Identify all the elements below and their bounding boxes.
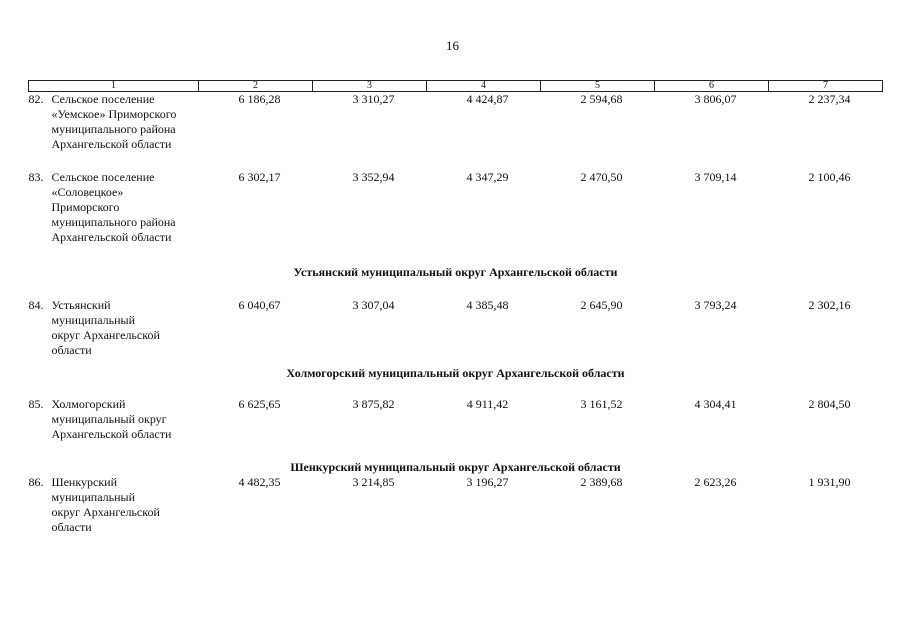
municipality-name-line: муниципальный [51, 490, 136, 504]
section-title: Холмогорский муниципальный округ Архангельской области [286, 366, 625, 380]
value-cell [199, 170, 313, 245]
value-text: 2 623,26 [694, 475, 737, 489]
municipality-name [52, 170, 199, 245]
municipality-name-line: округ Архангельской [51, 328, 160, 342]
value-text: 3 875,82 [352, 397, 395, 411]
table-row [29, 298, 883, 358]
header-cell: 4 [427, 81, 541, 92]
municipality-name-line: Приморского [51, 200, 120, 214]
row-index: 84. [28, 298, 44, 312]
municipality-name-line: округ Архангельской [51, 505, 160, 519]
municipality-name-line: Архангельской области [51, 230, 172, 244]
value-cell [427, 475, 541, 535]
municipality-name-line: Архангельской области [51, 427, 172, 441]
data-table [28, 80, 883, 535]
table-header [29, 81, 883, 92]
value-cell [541, 298, 655, 358]
municipality-name-block [29, 170, 199, 245]
municipality-cell [29, 397, 199, 442]
municipality-name-line: области [51, 343, 92, 357]
value-text: 3 310,27 [352, 92, 395, 106]
value-cell [655, 298, 769, 358]
value-cell [313, 397, 427, 442]
value-text: 3 214,85 [352, 475, 395, 489]
value-text: 3 161,52 [580, 397, 623, 411]
municipality-cell [29, 298, 199, 358]
row-spacer-cell [29, 152, 883, 170]
header-row [29, 81, 883, 92]
table-row [29, 397, 883, 442]
value-cell [427, 92, 541, 153]
section-row [29, 364, 883, 381]
value-cell [199, 475, 313, 535]
municipality-name-line: муниципального района [51, 122, 176, 136]
section-row [29, 458, 883, 475]
value-text: 2 302,16 [808, 298, 851, 312]
municipality-name-line: Архангельской области [51, 137, 172, 151]
municipality-name-line: муниципальный [51, 313, 136, 327]
value-cell [769, 475, 883, 535]
value-text: 6 186,28 [238, 92, 281, 106]
municipality-name-line: муниципального района [51, 215, 176, 229]
value-cell [313, 92, 427, 153]
row-spacer [29, 280, 883, 298]
section-title: Шенкурский муниципальный округ Архангельской области [290, 460, 621, 474]
header-cell: 2 [199, 81, 313, 92]
row-index: 85. [28, 397, 44, 411]
municipality-name-line: Шенкурский [51, 475, 118, 489]
value-text: 2 804,50 [808, 397, 851, 411]
value-cell [769, 298, 883, 358]
municipality-name [52, 397, 199, 442]
municipality-name-line: области [51, 520, 92, 534]
value-text: 2 594,68 [580, 92, 623, 106]
row-spacer [29, 245, 883, 263]
header-cell: 3 [313, 81, 427, 92]
value-text: 4 911,42 [466, 397, 509, 411]
row-index: 82. [28, 92, 44, 106]
value-cell [199, 92, 313, 153]
table-row [29, 170, 883, 245]
header-cell: 7 [769, 81, 883, 92]
value-cell [199, 397, 313, 442]
value-text: 4 424,87 [466, 92, 509, 106]
value-cell [655, 475, 769, 535]
municipality-name-line: Устьянский [51, 298, 111, 312]
municipality-name-block [29, 475, 199, 535]
value-cell [427, 397, 541, 442]
value-text: 2 470,50 [580, 170, 623, 184]
row-spacer-cell [29, 381, 883, 397]
municipality-name-line: Холмогорский [51, 397, 126, 411]
value-text: 6 625,65 [238, 397, 281, 411]
value-cell [655, 170, 769, 245]
municipality-cell [29, 92, 199, 153]
value-text: 6 040,67 [238, 298, 281, 312]
value-text: 4 304,41 [694, 397, 737, 411]
municipality-cell [29, 170, 199, 245]
row-index: 86. [28, 475, 44, 489]
value-cell [427, 170, 541, 245]
municipality-name-block [29, 92, 199, 152]
value-cell [541, 92, 655, 153]
page-number: 16 [446, 38, 459, 53]
table-body [29, 92, 883, 536]
row-spacer [29, 442, 883, 458]
municipality-name [52, 475, 199, 535]
value-text: 6 302,17 [238, 170, 281, 184]
row-spacer [29, 381, 883, 397]
municipality-name-line: Сельское поселение [51, 92, 155, 106]
municipality-name [52, 298, 199, 358]
table-row [29, 92, 883, 153]
value-text: 3 196,27 [466, 475, 509, 489]
value-cell [313, 170, 427, 245]
row-spacer-cell [29, 442, 883, 458]
value-text: 3 709,14 [694, 170, 737, 184]
table-row [29, 475, 883, 535]
municipality-name-line: муниципальный округ [51, 412, 167, 426]
row-index: 83. [28, 170, 44, 184]
value-cell [427, 298, 541, 358]
row-spacer-cell [29, 280, 883, 298]
value-text: 2 237,34 [808, 92, 851, 106]
value-cell [313, 298, 427, 358]
value-text: 2 389,68 [580, 475, 623, 489]
municipality-name-line: «Соловецкое» [51, 185, 124, 199]
value-cell [769, 170, 883, 245]
header-cell: 6 [655, 81, 769, 92]
value-text: 4 482,35 [238, 475, 281, 489]
municipality-name-block [29, 397, 199, 442]
value-text: 2 100,46 [808, 170, 851, 184]
value-text: 4 385,48 [466, 298, 509, 312]
value-cell [199, 298, 313, 358]
header-cell: 1 [29, 81, 199, 92]
value-text: 3 806,07 [694, 92, 737, 106]
municipality-name-line: «Уемское» Приморского [51, 107, 177, 121]
value-cell [541, 170, 655, 245]
header-cell: 5 [541, 81, 655, 92]
municipality-name-line: Сельское поселение [51, 170, 155, 184]
value-text: 3 793,24 [694, 298, 737, 312]
value-cell [655, 92, 769, 153]
value-text: 2 645,90 [580, 298, 623, 312]
value-cell [313, 475, 427, 535]
row-spacer [29, 152, 883, 170]
municipality-name-block [29, 298, 199, 358]
value-cell [655, 397, 769, 442]
section-title: Устьянский муниципальный округ Архангельской области [293, 265, 618, 279]
value-cell [769, 92, 883, 153]
municipality-name [52, 92, 199, 152]
value-text: 4 347,29 [466, 170, 509, 184]
section-row [29, 263, 883, 280]
value-text: 3 352,94 [352, 170, 395, 184]
value-cell [541, 475, 655, 535]
municipality-cell [29, 475, 199, 535]
value-text: 1 931,90 [808, 475, 851, 489]
value-cell [541, 397, 655, 442]
value-text: 3 307,04 [352, 298, 395, 312]
value-cell [769, 397, 883, 442]
row-spacer-cell [29, 245, 883, 263]
